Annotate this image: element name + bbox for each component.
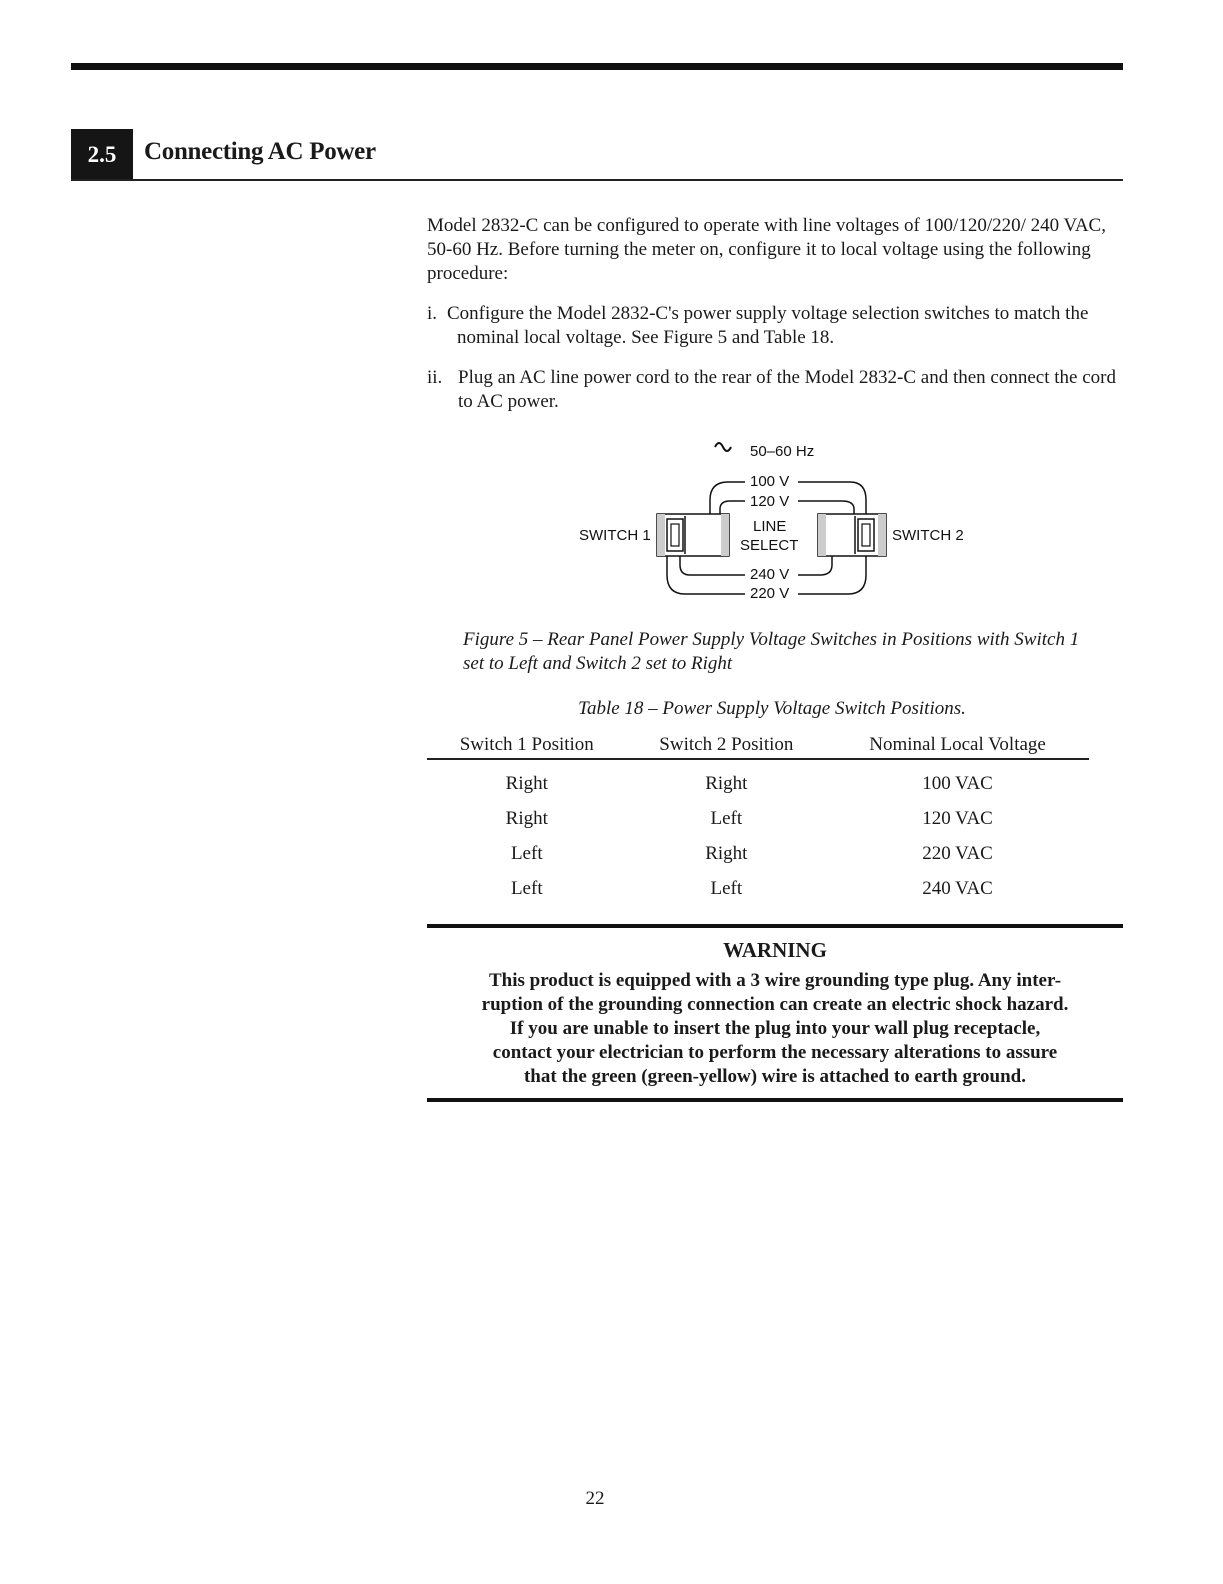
table-row [427,836,1089,871]
table-title: Table 18 – Power Supply Voltage Switch Positions. [578,698,966,719]
table-cell: Right [705,842,748,864]
step-item [427,366,1117,414]
warning-top-rule [427,924,1123,928]
switch2-label: SWITCH 2 [892,527,964,544]
warning-bottom-rule [427,1098,1123,1102]
top-rule [71,63,1123,70]
table-row [427,871,1089,906]
column-header: Switch 2 Position [627,732,827,759]
line-select-diagram [570,435,990,610]
line-label: LINE [753,518,787,535]
table-row [427,801,1089,836]
table-cell: Left [510,877,543,899]
table-cell: Right [505,807,548,829]
table-row [427,759,1089,801]
table-cell: Left [510,842,543,864]
switch-2 [818,514,886,556]
intro-paragraph: Model 2832-C can be configured to operate with line voltages of 100/120/220/ 240 VAC, 50-60 Hz. Before turning the meter on, configure it to local voltage using the following procedure: [427,215,1106,284]
warning-line: This product is equipped with a 3 wire grounding type plug. Any inter- [488,970,1062,991]
warning-line: If you are unable to insert the plug into your wall plug receptacle, [509,1018,1041,1039]
step-number: i. [427,303,438,324]
warning-title: WARNING [723,938,827,962]
table-cell: Left [710,807,743,829]
table-cell: Right [705,772,748,794]
warning-line: ruption of the grounding connection can create an electric shock hazard. [481,994,1069,1015]
column-header: Switch 1 Position [427,732,627,759]
table-cell: 100 VAC [922,772,993,794]
switch1-label: SWITCH 1 [579,527,651,544]
voltage-label-100: 100 V [750,473,790,490]
table-cell: 120 VAC [922,807,993,829]
ac-wave-icon [715,443,731,451]
switch-1 [657,514,729,556]
figure-caption: Figure 5 – Rear Panel Power Supply Voltage Switches in Positions with Switch 1 set to Left and Switch 2 set to Right [463,629,1080,674]
voltage-label-220: 220 V [750,585,790,602]
section-number-badge: 2.5 [71,129,133,180]
table-cell: Right [505,772,548,794]
column-header: Nominal Local Voltage [826,732,1089,759]
step-text: Plug an AC line power cord to the rear of the Model 2832-C and then connect the cord to AC power. [458,367,1116,412]
warning-line: contact your electrician to perform the necessary alterations to assure [492,1042,1058,1063]
section-title: Connecting AC Power [144,138,376,165]
step-item [427,302,1117,350]
table-cell: Left [710,877,743,899]
select-label: SELECT [740,537,799,554]
voltage-label-240: 240 V [750,566,790,583]
switch-positions-table [427,732,1089,906]
warning-line: that the green (green-yellow) wire is attached to earth ground. [523,1066,1026,1087]
voltage-label-120: 120 V [750,493,790,510]
step-number: ii. [427,367,443,388]
table-header-row [427,732,1089,759]
step-text: Configure the Model 2832-C's power supply voltage selection switches to match the nominal local voltage. See Figure 5 and Table 18. [447,303,1089,348]
table-cell: 240 VAC [922,877,993,899]
page-number: 22 [585,1488,605,1509]
warning-body [427,969,1123,1089]
section-rule [71,179,1123,181]
freq-label: 50–60 Hz [750,443,815,460]
table-cell: 220 VAC [922,842,993,864]
